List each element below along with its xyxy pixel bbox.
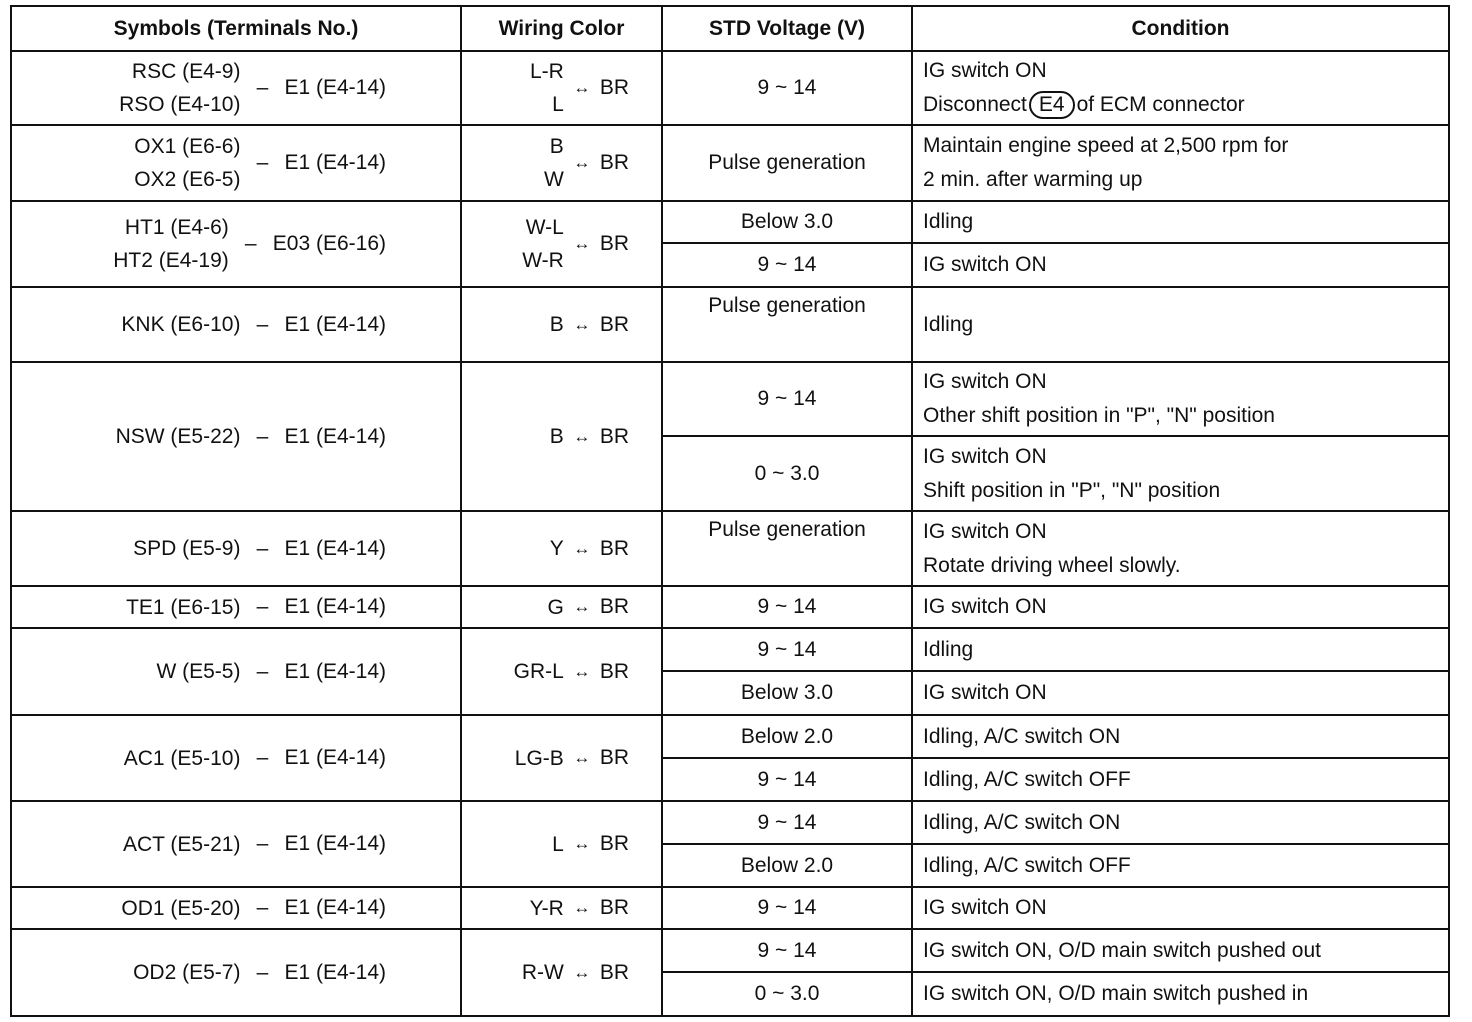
table-body <box>11 51 1449 1016</box>
terminal-separator: – <box>256 424 269 448</box>
condition-line: IG switch ON <box>923 896 1047 919</box>
table-row <box>11 125 1449 201</box>
condition-cell <box>912 801 1449 844</box>
terminal-cell <box>11 628 461 715</box>
signal-wire-colors <box>552 828 564 861</box>
header-condition: Condition <box>912 6 1449 51</box>
terminal-separator: – <box>256 832 269 855</box>
wire-color: G <box>547 595 564 619</box>
signal-terminal: OD2 (E5-7) <box>133 961 241 984</box>
signal-terminal: ACT (E5-21) <box>122 832 241 856</box>
wiring-color-cell <box>461 125 662 201</box>
header-terminals: Symbols (Terminals No.) <box>11 6 461 51</box>
terminal-cell <box>11 511 461 586</box>
condition-line: IG switch ON <box>923 253 1047 276</box>
double-arrow-icon: ↔ <box>573 78 591 97</box>
condition-cell <box>912 887 1449 929</box>
wiring-color-cell <box>461 362 662 511</box>
signal-terminal: SPD (E5-9) <box>133 537 241 560</box>
ground-terminal: E1 (E4-14) <box>284 832 386 855</box>
condition-line: Idling <box>923 312 974 336</box>
ground-terminal: E1 (E4-14) <box>284 536 386 560</box>
terminal-cell <box>11 201 461 287</box>
condition-cell <box>912 758 1449 801</box>
terminal-separator: – <box>256 536 269 560</box>
condition-line: Idling, A/C switch OFF <box>923 853 1131 877</box>
table-row <box>11 201 1449 243</box>
condition-line: IG switch ON <box>923 681 1047 704</box>
terminal-separator: – <box>256 659 269 683</box>
condition-text-before: Disconnect <box>923 93 1027 116</box>
condition-line: Idling <box>923 210 974 233</box>
ground-wire-color: BR <box>599 536 629 560</box>
wiring-color-cell <box>461 201 662 287</box>
signal-terminal: OX2 (E6-5) <box>134 168 241 191</box>
terminal-separator: – <box>256 960 269 984</box>
wire-color: B <box>549 313 564 336</box>
std-voltage-cell: Below 2.0 <box>662 715 912 758</box>
ecm-terminal-voltage-table <box>10 5 1450 1017</box>
terminal-cell <box>11 715 461 801</box>
signal-terminals <box>156 655 240 688</box>
std-voltage-cell: Below 3.0 <box>662 671 912 715</box>
signal-terminals <box>133 532 240 565</box>
terminal-separator: – <box>256 76 269 99</box>
signal-terminal: TE1 (E6-15) <box>126 595 241 619</box>
wire-color: GR-L <box>513 660 564 683</box>
signal-terminals <box>133 956 240 989</box>
terminal-separator: – <box>256 312 269 336</box>
ground-terminal: E1 (E4-14) <box>284 659 386 683</box>
signal-wire-colors <box>522 956 564 989</box>
std-voltage-cell: 9 ~ 14 <box>662 929 912 972</box>
table-row <box>11 362 1449 436</box>
wire-color: W-L <box>525 216 564 239</box>
ground-terminal: E1 (E4-14) <box>284 151 386 174</box>
condition-line: IG switch ON <box>923 444 1047 468</box>
wiring-color-cell <box>461 287 662 362</box>
table-row <box>11 586 1449 628</box>
signal-wire-colors <box>515 742 564 775</box>
ground-terminal: E1 (E4-14) <box>284 312 386 336</box>
terminal-separator: – <box>256 595 269 618</box>
terminal-cell <box>11 586 461 628</box>
table-row <box>11 801 1449 844</box>
signal-terminals <box>121 308 240 341</box>
connector-badge: E4 <box>1029 91 1075 119</box>
signal-terminal: KNK (E6-10) <box>121 313 241 336</box>
condition-line: Idling, A/C switch ON <box>923 810 1121 834</box>
terminal-cell <box>11 362 461 511</box>
ground-wire-color: BR <box>599 659 629 683</box>
std-voltage-cell: 9 ~ 14 <box>662 586 912 628</box>
condition-line: IG switch ON <box>923 595 1047 618</box>
table-row <box>11 51 1449 125</box>
ground-terminal: E1 (E4-14) <box>284 595 386 618</box>
condition-text-after: of ECM connector <box>1076 93 1245 116</box>
std-voltage-cell: 0 ~ 3.0 <box>662 436 912 511</box>
ground-wire-color: BR <box>599 312 629 336</box>
double-arrow-icon: ↔ <box>573 661 591 681</box>
condition-line-connector <box>923 88 1438 122</box>
signal-terminal: OX1 (E6-6) <box>134 135 241 158</box>
condition-cell <box>912 586 1449 628</box>
signal-terminal: NSW (E5-22) <box>115 425 241 448</box>
signal-terminal: HT1 (E4-6) <box>124 216 229 239</box>
signal-wire-colors <box>522 211 564 277</box>
wire-color: L <box>552 832 564 856</box>
condition-cell <box>912 436 1449 511</box>
condition-line: Idling, A/C switch ON <box>923 724 1121 748</box>
terminal-cell <box>11 287 461 362</box>
wire-color: B <box>549 425 564 448</box>
terminal-cell <box>11 801 461 887</box>
std-voltage-cell: Below 2.0 <box>662 844 912 887</box>
std-voltage-cell: Pulse generation <box>662 287 912 362</box>
condition-cell <box>912 715 1449 758</box>
condition-line: 2 min. after warming up <box>923 168 1143 191</box>
condition-line: Maintain engine speed at 2,500 rpm for <box>923 134 1289 157</box>
signal-terminals <box>134 130 240 196</box>
wire-color: L-R <box>529 60 564 83</box>
ground-wire-color: BR <box>599 151 629 174</box>
signal-terminal: RSC (E4-9) <box>131 60 241 83</box>
signal-terminals <box>124 742 241 775</box>
wiring-color-cell <box>461 887 662 929</box>
wire-color: B <box>549 135 564 158</box>
ground-wire-color: BR <box>599 595 629 618</box>
wiring-color-cell <box>461 715 662 801</box>
ground-terminal: E1 (E4-14) <box>284 960 386 984</box>
ground-terminal: E1 (E4-14) <box>284 424 386 448</box>
condition-line: IG switch ON <box>923 59 1047 82</box>
std-voltage-cell: 0 ~ 3.0 <box>662 972 912 1016</box>
double-arrow-icon: ↔ <box>573 314 591 334</box>
signal-wire-colors <box>550 308 564 341</box>
condition-line: IG switch ON <box>923 520 1047 543</box>
condition-cell <box>912 844 1449 887</box>
signal-wire-colors <box>550 420 564 453</box>
condition-cell <box>912 287 1449 362</box>
double-arrow-icon: ↔ <box>573 234 591 253</box>
table-row <box>11 887 1449 929</box>
condition-cell <box>912 125 1449 201</box>
signal-terminal: AC1 (E5-10) <box>123 746 241 770</box>
condition-cell <box>912 628 1449 671</box>
terminal-cell <box>11 51 461 125</box>
condition-cell <box>912 51 1449 125</box>
wiring-color-cell <box>461 929 662 1016</box>
terminal-cell <box>11 887 461 929</box>
double-arrow-icon: ↔ <box>573 597 591 616</box>
condition-line: IG switch ON <box>923 370 1047 393</box>
condition-line: Shift position in "P", "N" position <box>923 478 1221 502</box>
table-row <box>11 929 1449 972</box>
ground-wire-color: BR <box>599 832 629 855</box>
std-voltage-cell: 9 ~ 14 <box>662 243 912 287</box>
signal-terminal: OD1 (E5-20) <box>121 896 241 920</box>
double-arrow-icon: ↔ <box>573 898 591 917</box>
terminal-separator: – <box>256 746 269 769</box>
std-voltage-cell: 9 ~ 14 <box>662 51 912 125</box>
terminal-separator: – <box>256 896 269 919</box>
wiring-color-cell <box>461 586 662 628</box>
signal-terminals <box>116 420 241 453</box>
wire-color: W-R <box>522 249 564 272</box>
double-arrow-icon: ↔ <box>573 426 591 446</box>
signal-terminal: W (E5-5) <box>156 660 241 683</box>
header-wiring-color: Wiring Color <box>461 6 662 51</box>
wire-color: L <box>552 93 564 116</box>
double-arrow-icon: ↔ <box>573 962 591 982</box>
terminal-cell <box>11 929 461 1016</box>
condition-cell <box>912 929 1449 972</box>
table-row <box>11 628 1449 671</box>
wire-color: W <box>543 168 564 191</box>
signal-wire-colors <box>550 532 564 565</box>
table-row <box>11 511 1449 586</box>
signal-terminal: RSO (E4-10) <box>119 93 241 116</box>
std-voltage-cell: 9 ~ 14 <box>662 801 912 844</box>
signal-terminals <box>121 892 240 925</box>
std-voltage-cell: Pulse generation <box>662 511 912 586</box>
ground-terminal: E1 (E4-14) <box>284 746 386 769</box>
signal-terminals <box>119 55 240 121</box>
ground-wire-color: BR <box>599 76 629 99</box>
std-voltage-cell: 9 ~ 14 <box>662 362 912 436</box>
signal-wire-colors <box>544 130 564 196</box>
ground-wire-color: BR <box>599 746 629 769</box>
wire-color: LG-B <box>514 746 564 770</box>
ground-terminal: E03 (E6-16) <box>272 232 386 255</box>
signal-wire-colors <box>530 892 564 925</box>
condition-cell <box>912 511 1449 586</box>
header-std-voltage: STD Voltage (V) <box>662 6 912 51</box>
condition-line: Idling <box>923 637 974 661</box>
wiring-color-cell <box>461 628 662 715</box>
signal-terminals <box>126 591 240 624</box>
signal-terminals <box>113 211 229 277</box>
condition-cell <box>912 671 1449 715</box>
ground-wire-color: BR <box>599 232 629 255</box>
double-arrow-icon: ↔ <box>573 153 591 172</box>
wiring-color-cell <box>461 801 662 887</box>
terminal-separator: – <box>244 232 257 255</box>
wiring-color-cell <box>461 51 662 125</box>
signal-terminals <box>123 828 240 861</box>
ground-wire-color: BR <box>599 960 629 984</box>
table-row <box>11 715 1449 758</box>
signal-wire-colors <box>514 655 564 688</box>
terminal-cell <box>11 125 461 201</box>
condition-line: Idling, A/C switch OFF <box>923 767 1131 791</box>
ground-wire-color: BR <box>599 424 629 448</box>
wiring-color-cell <box>461 511 662 586</box>
condition-line: IG switch ON, O/D main switch pushed out <box>923 938 1321 962</box>
condition-cell <box>912 201 1449 243</box>
condition-line: IG switch ON, O/D main switch pushed in <box>923 982 1309 1005</box>
double-arrow-icon: ↔ <box>573 748 591 767</box>
wire-color: Y <box>549 537 564 560</box>
signal-wire-colors <box>530 55 564 121</box>
std-voltage-cell: Pulse generation <box>662 125 912 201</box>
ground-wire-color: BR <box>599 896 629 919</box>
wire-color: Y-R <box>529 896 564 920</box>
header-row <box>11 6 1449 51</box>
std-voltage-cell: 9 ~ 14 <box>662 628 912 671</box>
std-voltage-cell: 9 ~ 14 <box>662 887 912 929</box>
signal-terminal: HT2 (E4-19) <box>113 249 229 272</box>
std-voltage-cell: 9 ~ 14 <box>662 758 912 801</box>
wire-color: R-W <box>521 961 564 984</box>
ground-terminal: E1 (E4-14) <box>284 76 386 99</box>
condition-cell <box>912 972 1449 1016</box>
terminal-separator: – <box>256 151 269 174</box>
double-arrow-icon: ↔ <box>573 834 591 853</box>
signal-wire-colors <box>547 591 563 624</box>
condition-cell <box>912 362 1449 436</box>
table-row <box>11 287 1449 362</box>
condition-line: Rotate driving wheel slowly. <box>923 554 1181 577</box>
std-voltage-cell: Below 3.0 <box>662 201 912 243</box>
ground-terminal: E1 (E4-14) <box>284 896 386 919</box>
condition-cell <box>912 243 1449 287</box>
condition-line: Other shift position in "P", "N" position <box>923 404 1275 427</box>
double-arrow-icon: ↔ <box>573 538 591 558</box>
